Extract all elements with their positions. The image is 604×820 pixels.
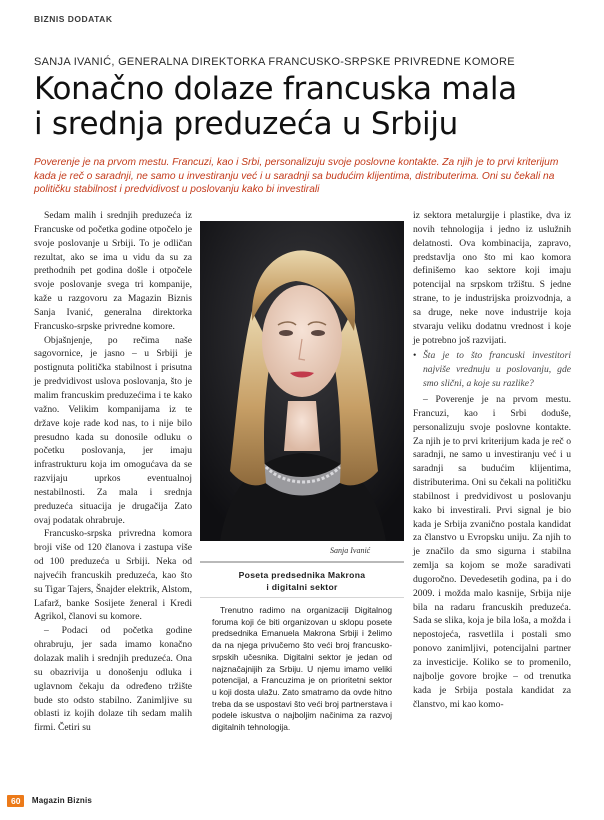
sidebar-title-line-1: Poseta predsednika Makrona xyxy=(238,570,366,580)
portrait-photo xyxy=(200,221,404,541)
paragraph: – Podaci od početka godine ohrabruju, jer sada imamo konačno dolazak malih i srednjih preduzeća. Ona su obazrivija u donošenju odluka i uglavnom čekaju da određeno tržište bude sto odsto stabilno. Zanimljive su oblasti iz kojih dolaze tih sedam malih firmi. Četiri su xyxy=(34,625,192,734)
paragraph: Sedam malih i srednjih preduzeća iz Francuske od početka godine otpočelo je svoje poslovanje u Srbiji. To je odličan rezultat, ako se ima u vidu da su za prethodnih pet godina došle i otpočele svoje poslovanje svega tri kompanije, kaže u razgovoru za Magazin Biznis Sanja Ivanić, generalna direktorka Francusko-srpske privredne komore. xyxy=(34,210,192,332)
lead-paragraph: Poverenje je na prvom mestu. Francuzi, kao i Srbi, personalizuju svoje poslovne kontakte. Za njih je to prvi kriterijum kada je reč o saradnji, ne samo u investiranju već i u saradnji sa budućim klijentima, distributerima. Oni su čekali na političku stabilnost i predvidivost u poslovanju kako bi investirali xyxy=(34,157,559,195)
interview-question: • Šta je to što francuski investitori najviše vrednuju u poslovanju, gde smo slični, a koje su razlike? xyxy=(413,349,571,391)
sidebar-title-line-2: i digitalni sektor xyxy=(266,582,338,592)
headline-line-2: i srednja preduzeća u Srbiju xyxy=(34,106,458,142)
sidebar-box xyxy=(200,561,404,761)
sidebar-body xyxy=(200,598,404,734)
paragraph: Francusko-srpska privredna komora broji više od 120 članova i zastupa više od 100 preduzeća u Srbiji. Neka od najvećih francuskih preduzeća, kao što su Tigar Tajers, Šnajder elektrik, Alstom, Lafarž, banke Sosijete ženeral i Kredi Agrikol, članovi su komore. xyxy=(34,528,192,623)
page-footer xyxy=(7,792,92,810)
portrait-illustration xyxy=(200,221,404,541)
page-number-badge: 60 xyxy=(7,795,24,807)
article-column-1 xyxy=(34,209,192,735)
sidebar-paragraph: Trenutno radimo na organizaciji Digitalnog foruma koji će biti organizovan u sklopu posete predsednika Emanuela Makrona Srbiji i želimo da na njega privučemo što veći broj francusko-srpskih učesnika. Digitalni sektor je jedan od najznačajnijih za Srbiju. U njemu imamo veliki potencijal, a Francuzima je on prioritetni sektor u koji dosta ulažu. Zato smatramo da ovde hitno treba da se uspostavi što veći broj partnerstava i podele iskustva o najboljim načinima za razvoj digitalnih tehnologija. xyxy=(212,605,392,733)
magazine-name: Magazin Biznis xyxy=(31,796,93,806)
paragraph: – Poverenje je na prvom mestu. Francuzi, kao i Srbi doduše, personalizuju svoje poslovne kontakte. Za njih je to prvi kriterijum kada je reč o saradnji, ne samo u investiranju već i u saradnji sa budućim klijentima, distributerima. Oni su čekali na političku stabilnost i predvidivost u poslovanju kako bi investirali. Prvi signal je bio kada je Srbija zvanično postala kandidat za članstvo u Evropsku uniju. Za njih to je značilo da smo sigurna i stabilna zemlja sa kojom se može saradivati dugoročno. Devedesetih godina, pa i do 2009. i možda malo kasnije, Srbija nije bila na radaru francuskih preduzeća. Sada se slika, koja je bila loša, a možda i nepostojeća, rasvetlila i postali smo ponovo zanimljivi, potencijalni partner za investicije. Koliko se to promenilo, najbolje govore brojke – od trenutka kada je Srbija postala kandidat za članstvo, mi kao komo- xyxy=(413,393,571,710)
byline: SANJA IVANIĆ, GENERALNA DIREKTORKA FRANCUSKO-SRPSKE PRIVREDNE KOMORE xyxy=(34,56,515,68)
headline xyxy=(34,72,594,142)
paragraph: iz sektora metalurgije i plastike, dva iz novih tehnologija i jedno iz uslužnih delatnosti. Ova kombinacija, zapravo, predstavlja ono što mi kao komora definišemo kao sektore koji imaju potencijal na srpskom tržištu. S jedne strane, to je industrijska proizvodnja, a sa druge, neke nove industrije koja stvaraju veliku dodatnu vrednost i koje je potrebno još razvijati. xyxy=(413,210,571,346)
paragraph: Objašnjenje, po rečima naše sagovornice, je jasno – u Srbiji je postignuta politička stabilnost i prisutna je predvidivost uslova poslovanja, što je malim francuskim preduzećima i te kako važno. Velikim kompanijama iz te države koje rade kod nas, to i nije bilo presudno kada su donosile odluku o početku poslovanja, jer imaju infrastrukturu koja im omogućava da se razvijaju uprkos eventualnoj nestabilnosti. Za mala i srednja preduzeća situacija je drugačija Zato ovaj podatak ohrabruje. xyxy=(34,334,192,526)
section-label: BIZNIS DODATAK xyxy=(34,14,113,24)
headline-line-1: Konačno dolaze francuska mala xyxy=(34,71,517,107)
article-column-3 xyxy=(413,209,571,711)
photo-caption: Sanja Ivanić xyxy=(330,546,371,555)
sidebar-title xyxy=(200,561,404,598)
